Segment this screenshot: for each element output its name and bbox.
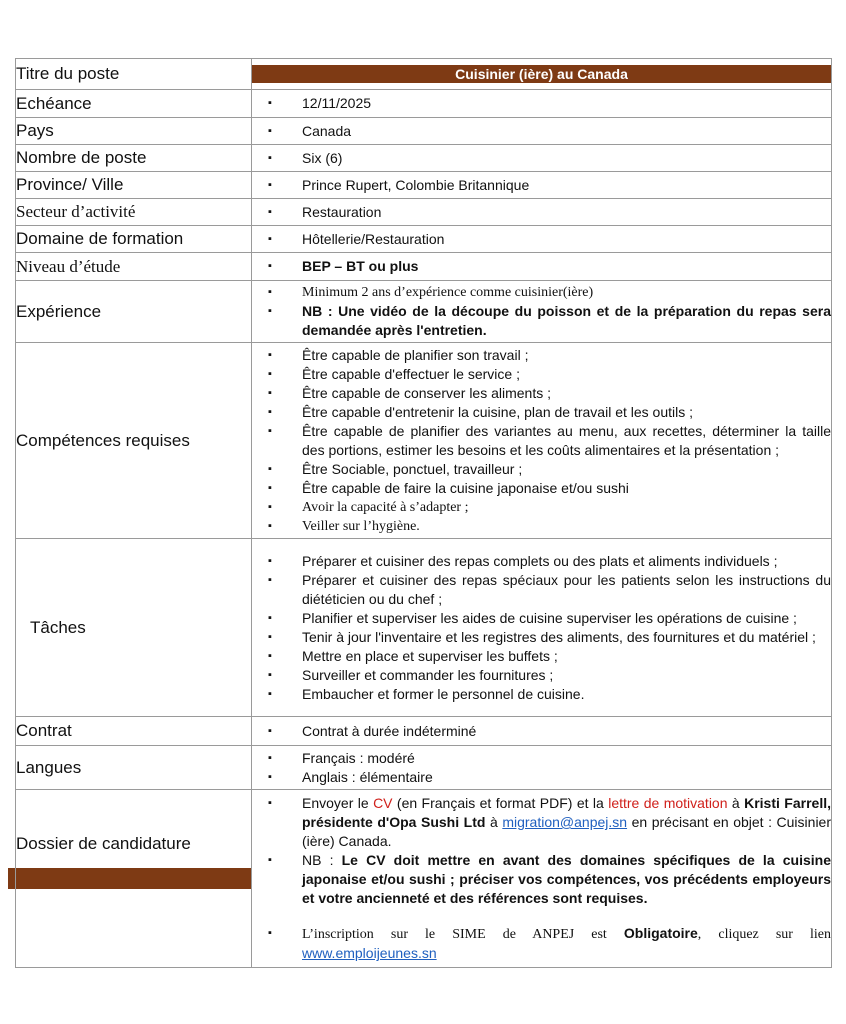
dossier-text: Envoyer le: [302, 795, 374, 811]
dossier-nb-prefix: NB :: [302, 852, 342, 868]
row-province: [16, 172, 832, 199]
competence-item: ▪ Veiller sur l’hygiène.: [268, 517, 831, 536]
lettre-text: lettre de motivation: [608, 795, 728, 811]
inscription-text: [268, 924, 831, 963]
experience-nb: [268, 302, 831, 340]
row-secteur: [16, 199, 832, 226]
value-pays: ▪ Canada: [268, 122, 831, 141]
row-echeance: [16, 90, 832, 118]
competence-item: ▪ Être Sociable, ponctuel, travailleur ;: [268, 460, 831, 479]
dossier-text: L’inscription sur le SIME de ANPEJ est: [302, 927, 624, 942]
competence-item: ▪ Être capable de planifier son travail ;: [268, 346, 831, 365]
label-nombre: Nombre de poste: [16, 145, 252, 172]
job-title-bar: Cuisinier (ière) au Canada: [252, 65, 831, 83]
tache-item: ▪ Embaucher et former le personnel de cuisine.: [268, 685, 831, 704]
dossier-instructions: [268, 794, 831, 851]
emploijeunes-link[interactable]: www.emploijeunes.sn: [302, 945, 437, 961]
competence-item: ▪ Avoir la capacité à s’adapter ;: [268, 498, 831, 517]
dossier-text: à: [727, 795, 745, 811]
value-province: ▪ Prince Rupert, Colombie Britannique: [268, 176, 831, 195]
tache-item: ▪ Tenir à jour l'inventaire et les registres des aliments, des fournitures et du matériel ;: [268, 628, 831, 647]
dossier-text: en précisant en objet : Cuisinier (ière) Canada.: [302, 814, 831, 849]
label-dossier: Dossier de candidature: [16, 834, 191, 853]
label-langues: Langues: [16, 746, 252, 790]
row-dossier: [16, 790, 832, 968]
langue-item: ▪ Anglais : élémentaire: [268, 768, 831, 787]
row-pays: [16, 118, 832, 145]
label-pays: Pays: [16, 118, 252, 145]
email-link[interactable]: migration@anpej.sn: [502, 814, 628, 830]
label-taches: Tâches: [16, 539, 252, 717]
tache-item: ▪ Préparer et cuisiner des repas complets ou des plats et aliments individuels ;: [268, 552, 831, 571]
dossier-nb: [268, 851, 831, 908]
value-domaine: ▪ Hôtellerie/Restauration: [268, 230, 831, 249]
recipient-name: Kristi Farrell, présidente d'Opa Sushi Ltd: [302, 795, 831, 830]
langue-item: ▪ Français : modéré: [268, 749, 831, 768]
value-niveau: ▪ BEP – BT ou plus: [268, 257, 831, 276]
dossier-nb-text: Le CV doit mettre en avant des domaines spécifiques de la cuisine japonaise et/ou sushi ; préciser vos compétences, vos précédents employeurs et votre ancienneté et des références sont requises.: [302, 852, 831, 906]
row-langues: [16, 746, 832, 790]
value-echeance: ▪ 12/11/2025: [268, 94, 831, 113]
cell-dossier-label: [16, 790, 252, 968]
row-contrat: [16, 717, 832, 746]
competence-item: ▪ Être capable de planifier des variantes au menu, aux recettes, déterminer la taille des portions, estimer les besoins et les coûts alimentaires et la présentation ;: [268, 422, 831, 460]
competence-item: ▪ Être capable de faire la cuisine japonaise et/ou sushi: [268, 479, 831, 498]
tache-item: ▪ Préparer et cuisiner des repas spéciaux pour les patients selon les instructions du diététicien ou du chef ;: [268, 571, 831, 609]
row-niveau: [16, 253, 832, 281]
competence-item: ▪ Être capable d'entretenir la cuisine, plan de travail et les outils ;: [268, 403, 831, 422]
row-competences: [16, 343, 832, 539]
value-contrat: ▪ Contrat à durée indéterminé: [268, 722, 831, 741]
row-domaine: [16, 226, 832, 253]
label-niveau: Niveau d’étude: [16, 253, 252, 281]
row-experience: [16, 281, 832, 343]
row-nombre: [16, 145, 832, 172]
label-echeance: Echéance: [16, 90, 252, 118]
value-secteur: ▪ Restauration: [268, 203, 831, 222]
dossier-text: , cliquez sur lien: [697, 927, 831, 942]
tache-item: ▪ Planifier et superviser les aides de cuisine superviser les opérations de cuisine ;: [268, 609, 831, 628]
row-titre: [16, 59, 832, 90]
dossier-text: à: [485, 814, 503, 830]
label-contrat: Contrat: [16, 717, 252, 746]
competence-item: ▪ Être capable d'effectuer le service ;: [268, 365, 831, 384]
experience-nb-prefix: NB :: [302, 303, 333, 319]
label-experience: Expérience: [16, 281, 252, 343]
competence-item: ▪ Être capable de conserver les aliments ;: [268, 384, 831, 403]
brown-accent-bar: [8, 868, 251, 889]
tache-item: ▪ Mettre en place et superviser les buffets ;: [268, 647, 831, 666]
tache-item: ▪ Surveiller et commander les fournitures ;: [268, 666, 831, 685]
job-details-table: [15, 58, 832, 968]
label-province: Province/ Ville: [16, 172, 252, 199]
job-offer-sheet: [15, 58, 831, 968]
cv-text: CV: [373, 795, 393, 811]
label-titre: Titre du poste: [16, 59, 252, 90]
row-taches: [16, 539, 832, 717]
dossier-text: (en Français et format PDF) et la: [392, 795, 609, 811]
experience-item: ▪ Minimum 2 ans d’expérience comme cuisinier(ière): [268, 283, 831, 302]
label-domaine: Domaine de formation: [16, 226, 252, 253]
value-nombre: ▪ Six (6): [268, 149, 831, 168]
label-secteur: Secteur d’activité: [16, 199, 252, 226]
obligatoire-text: Obligatoire: [623, 925, 698, 941]
label-competences: Compétences requises: [16, 343, 252, 539]
experience-nb-text: Une vidéo de la découpe du poisson et de la préparation du repas sera demandée après l'entretien.: [302, 303, 831, 338]
